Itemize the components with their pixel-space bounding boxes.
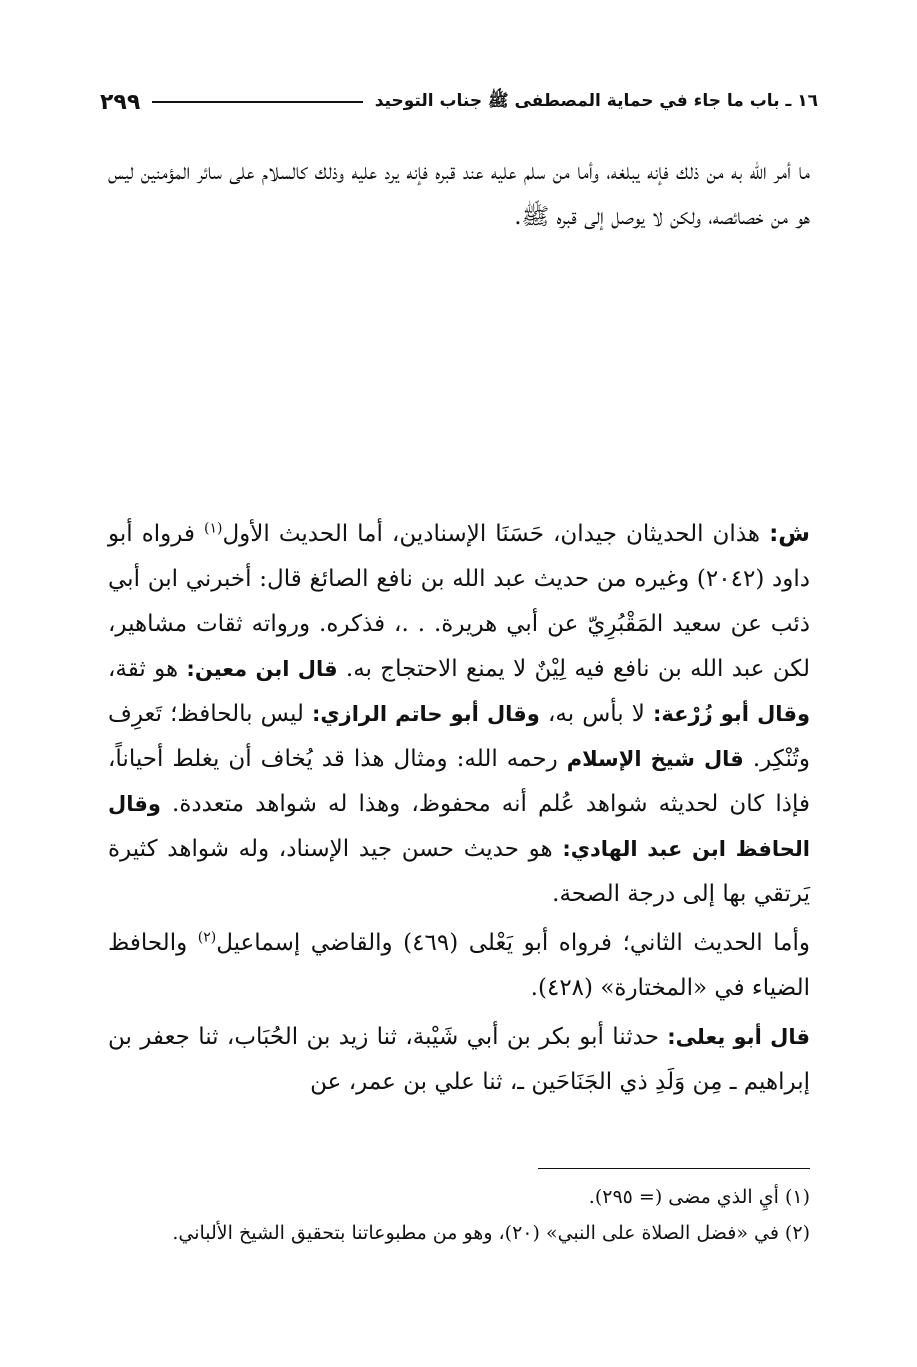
text-run: فرواه أبو داود (٢٠٤٢) وغيره من حديث عبد الله بن نافع الصائغ قال: أخبرني ابن أبي ذئب عن سعيد المَقْبُرِيّ عن أبي هريرة. . .، فذكره. ورواته ثقات مشاهير، لكن عبد الله بن نافع فيه لِيْنٌ لا يمنع الاحتجاج به. [108,521,811,682]
narrator-label: وقال الحافظ ابن عبد الهادي: [108,792,810,861]
narrator-label: قال شيخ الإسلام [566,747,744,771]
text-run: رحمه الله: ومثال هذا قد يُخاف أن يغلط أحياناً، فإذا كان لحديثه شواهد عُلم أنه محفوظ، وهذا له شواهد متعددة. [108,746,810,817]
text-run: حدثنا أبو بكر بن أبي شَيْبة، ثنا زيد بن الحُبَاب، ثنا جعفر بن إبراهيم ـ مِن وَلَدِ ذي الجَنَاحَين ـ، ثنا علي بن عمر، عن [108,1024,810,1095]
footnote-divider [538,1168,810,1169]
text-run: ليس بالحافظ؛ تَعرِف وتُنْكِر. [108,701,810,772]
commentary-paragraph-2 [108,921,810,1011]
narrator-label: قال أبو يعلى: [667,1025,810,1049]
text-run: هو ثقة، [108,656,187,682]
text-run: وأما الحديث الثاني؛ فرواه أبو يَعْلى (٤٦٩) والقاضي إسماعيل [216,930,811,956]
commentary-paragraph-3 [108,1015,810,1105]
top-paragraph: ما أمر الله به من ذلك فإنه يبلغه، وأما من سلم عليه عند قبره فإنه يرد عليه وذلك كالسلام على سائر المؤمنين ليس هو من خصائصه، ولكن لا يوصل إلى قبره ﷺ. [108,159,810,230]
commentary-marker: ش: [769,521,810,547]
footnote-ref-2[interactable]: (٢) [197,929,217,946]
footnote-1: (١) أيِ الذي مضى (= ٢٩٥). [588,1186,810,1208]
commentary-paragraph-1 [108,512,810,917]
continued-text [108,150,810,240]
footnote-ref-1[interactable]: (١) [203,520,223,537]
running-header [100,86,818,118]
chapter-title: ١٦ ـ باب ما جاء في حماية المصطفى ﷺ جناب التوحيد [374,90,818,111]
narrator-label: وقال أبو حاتم الرازي: [311,702,540,726]
page-number: ٢٩٩ [100,89,141,115]
header-rule [152,101,362,103]
narrator-label: قال ابن معين: [186,657,338,681]
text-run: والحافظ الضياء في «المختارة» (٤٢٨). [108,930,810,1001]
text-run: لا بأس به، [539,701,653,727]
text-run: هو حديث حسن جيد الإسناد، وله شواهد كثيرة يَرتقي بها إلى درجة الصحة. [108,836,810,907]
footnote-2: (٢) في «فضل الصلاة على النبي» (٢٠)، وهو من مطبوعاتنا بتحقيق الشيخ الألباني. [172,1222,810,1244]
narrator-label: وقال أبو زُرْعة: [653,702,810,726]
text-run: هذان الحديثان جيدان، حَسَنَا الإسنادين، أما الحديث الأول [222,521,770,547]
commentary-section [108,512,810,1105]
footnotes [108,1180,810,1252]
